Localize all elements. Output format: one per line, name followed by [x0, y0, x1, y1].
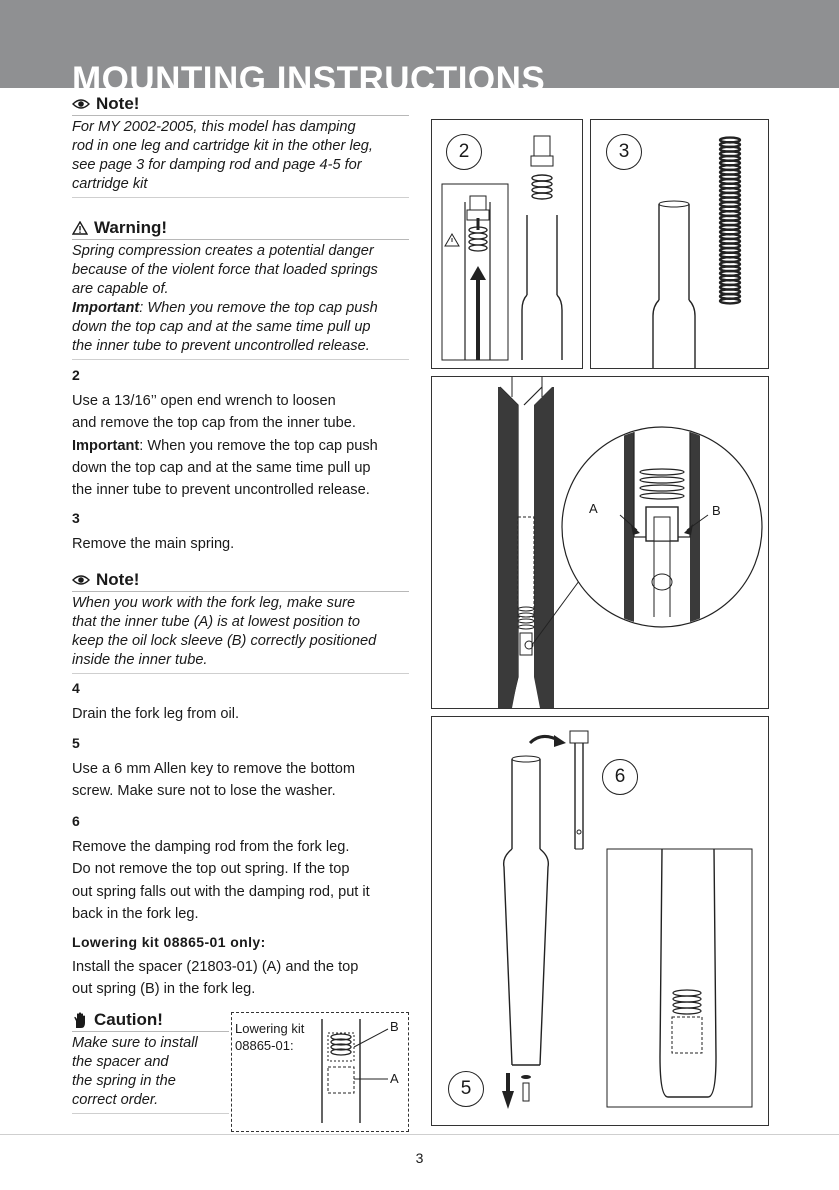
warning-line: down the top cap and at the same time pull up [72, 319, 371, 335]
step-number: 4 [72, 680, 80, 696]
warning-heading-text: Warning! [94, 218, 168, 237]
callout-number: 6 [602, 759, 638, 795]
inset-label-line: 08865-01: [235, 1038, 294, 1053]
inset-label-a: A [390, 1071, 399, 1086]
note-line: see page 3 for damping rod and page 4-5 for [72, 157, 362, 173]
important-label: Important [72, 437, 140, 454]
step-text [72, 836, 409, 925]
lowering-kit-inset [231, 1012, 409, 1132]
step-line: down the top cap and at the same time pull up [72, 459, 371, 476]
figure-4-illustration [432, 377, 768, 708]
inset-label-b: B [390, 1019, 399, 1034]
hand-icon [72, 1012, 88, 1029]
caution-box [72, 1010, 229, 1114]
warning-line: the inner tube to prevent uncontrolled release. [72, 338, 370, 354]
step-text: Drain the fork leg from oil. [72, 706, 240, 722]
note-heading [72, 570, 409, 592]
step-6 [72, 812, 409, 925]
figure-label-a: A [589, 501, 598, 516]
caution-heading [72, 1010, 229, 1032]
step-4 [72, 679, 409, 725]
note-body [72, 116, 409, 194]
divider [72, 673, 409, 674]
step-line: Install the spacer (21803-01) (A) and the top [72, 959, 359, 975]
callout-number: 2 [446, 134, 482, 170]
callout-number: 3 [606, 134, 642, 170]
note-box [72, 94, 409, 198]
note-line: that the inner tube (A) is at lowest position to [72, 614, 360, 630]
footer-divider [0, 1134, 839, 1135]
note-line: rod in one leg and cartridge kit in the other leg, [72, 138, 373, 154]
step-number: 2 [72, 367, 80, 383]
step-line: Remove the damping rod from the fork leg. [72, 839, 350, 855]
warning-line: because of the violent force that loaded springs [72, 262, 378, 278]
step-line: Do not remove the top out spring. If the top [72, 861, 350, 878]
page-title: MOUNTING INSTRUCTIONS [72, 60, 546, 99]
spring-coil [720, 299, 740, 304]
step-line: the inner tube to prevent uncontrolled release. [72, 482, 370, 499]
caution-line: correct order. [72, 1092, 159, 1108]
step-line: out spring (B) in the fork leg. [72, 981, 256, 998]
divider [72, 1113, 229, 1114]
step-line: : When you remove the top cap push [139, 437, 378, 454]
figure-3 [590, 119, 769, 369]
note-line: keep the oil lock sleeve (B) correctly positioned [72, 633, 377, 649]
page-number: 3 [415, 1150, 424, 1166]
note-box [72, 570, 409, 674]
caution-line: the spacer and [72, 1054, 169, 1070]
inset-label-line: Lowering kit [235, 1021, 305, 1036]
warning-line: : When you remove the top cap push [139, 300, 378, 316]
caution-line: Make sure to install [72, 1035, 198, 1051]
step-number: 5 [72, 735, 80, 751]
step-line: screw. Make sure not to lose the washer. [72, 783, 336, 800]
step-3 [72, 509, 409, 555]
step-text: Remove the main spring. [72, 536, 235, 552]
warning-line: are capable of. [72, 281, 169, 297]
step-number: 6 [72, 813, 80, 829]
warning-triangle-icon [72, 221, 88, 235]
warning-box [72, 218, 409, 360]
caution-heading-text: Caution! [94, 1010, 163, 1029]
caution-body [72, 1032, 229, 1110]
warning-line: Spring compression creates a potential danger [72, 243, 374, 259]
note-body [72, 592, 409, 670]
caution-line: the spring in the [72, 1073, 176, 1089]
note-line: cartridge kit [72, 176, 148, 192]
warning-important-line [72, 299, 409, 318]
divider [72, 359, 409, 360]
warning-body [72, 240, 409, 356]
note-heading-text: Note! [96, 570, 140, 589]
eye-icon [72, 98, 90, 110]
step-line: out spring falls out with the damping rod, put it [72, 883, 370, 900]
inset-label [235, 1020, 304, 1054]
step-line: Use a 6 mm Allen key to remove the bottom [72, 761, 356, 777]
figure-4 [431, 376, 769, 709]
warning-heading [72, 218, 409, 240]
step-line: back in the fork leg. [72, 905, 199, 922]
callout-number: 5 [448, 1071, 484, 1107]
step-number: 3 [72, 510, 80, 526]
step-5 [72, 734, 409, 803]
step-text [72, 956, 409, 1001]
lowering-kit-section [72, 933, 409, 1001]
note-heading-text: Note! [96, 94, 140, 113]
step-important-line [72, 435, 409, 457]
lowering-kit-heading: Lowering kit 08865-01 only: [72, 934, 266, 950]
note-line: For MY 2002-2005, this model has damping [72, 119, 356, 135]
divider [72, 197, 409, 198]
step-line: Use a 13/16’’ open end wrench to loosen [72, 393, 336, 409]
figure-5-6-illustration [432, 717, 768, 1125]
step-2 [72, 366, 409, 501]
step-line: and remove the top cap from the inner tube. [72, 415, 356, 432]
figure-5-6 [431, 716, 769, 1126]
eye-icon [72, 574, 90, 586]
important-label: Important [72, 300, 140, 316]
note-heading [72, 94, 409, 116]
figure-2 [431, 119, 583, 369]
note-line: inside the inner tube. [72, 652, 208, 668]
step-text [72, 758, 409, 803]
figure-label-b: B [712, 503, 721, 518]
note-line: When you work with the fork leg, make sure [72, 595, 356, 611]
step-text [72, 390, 409, 501]
